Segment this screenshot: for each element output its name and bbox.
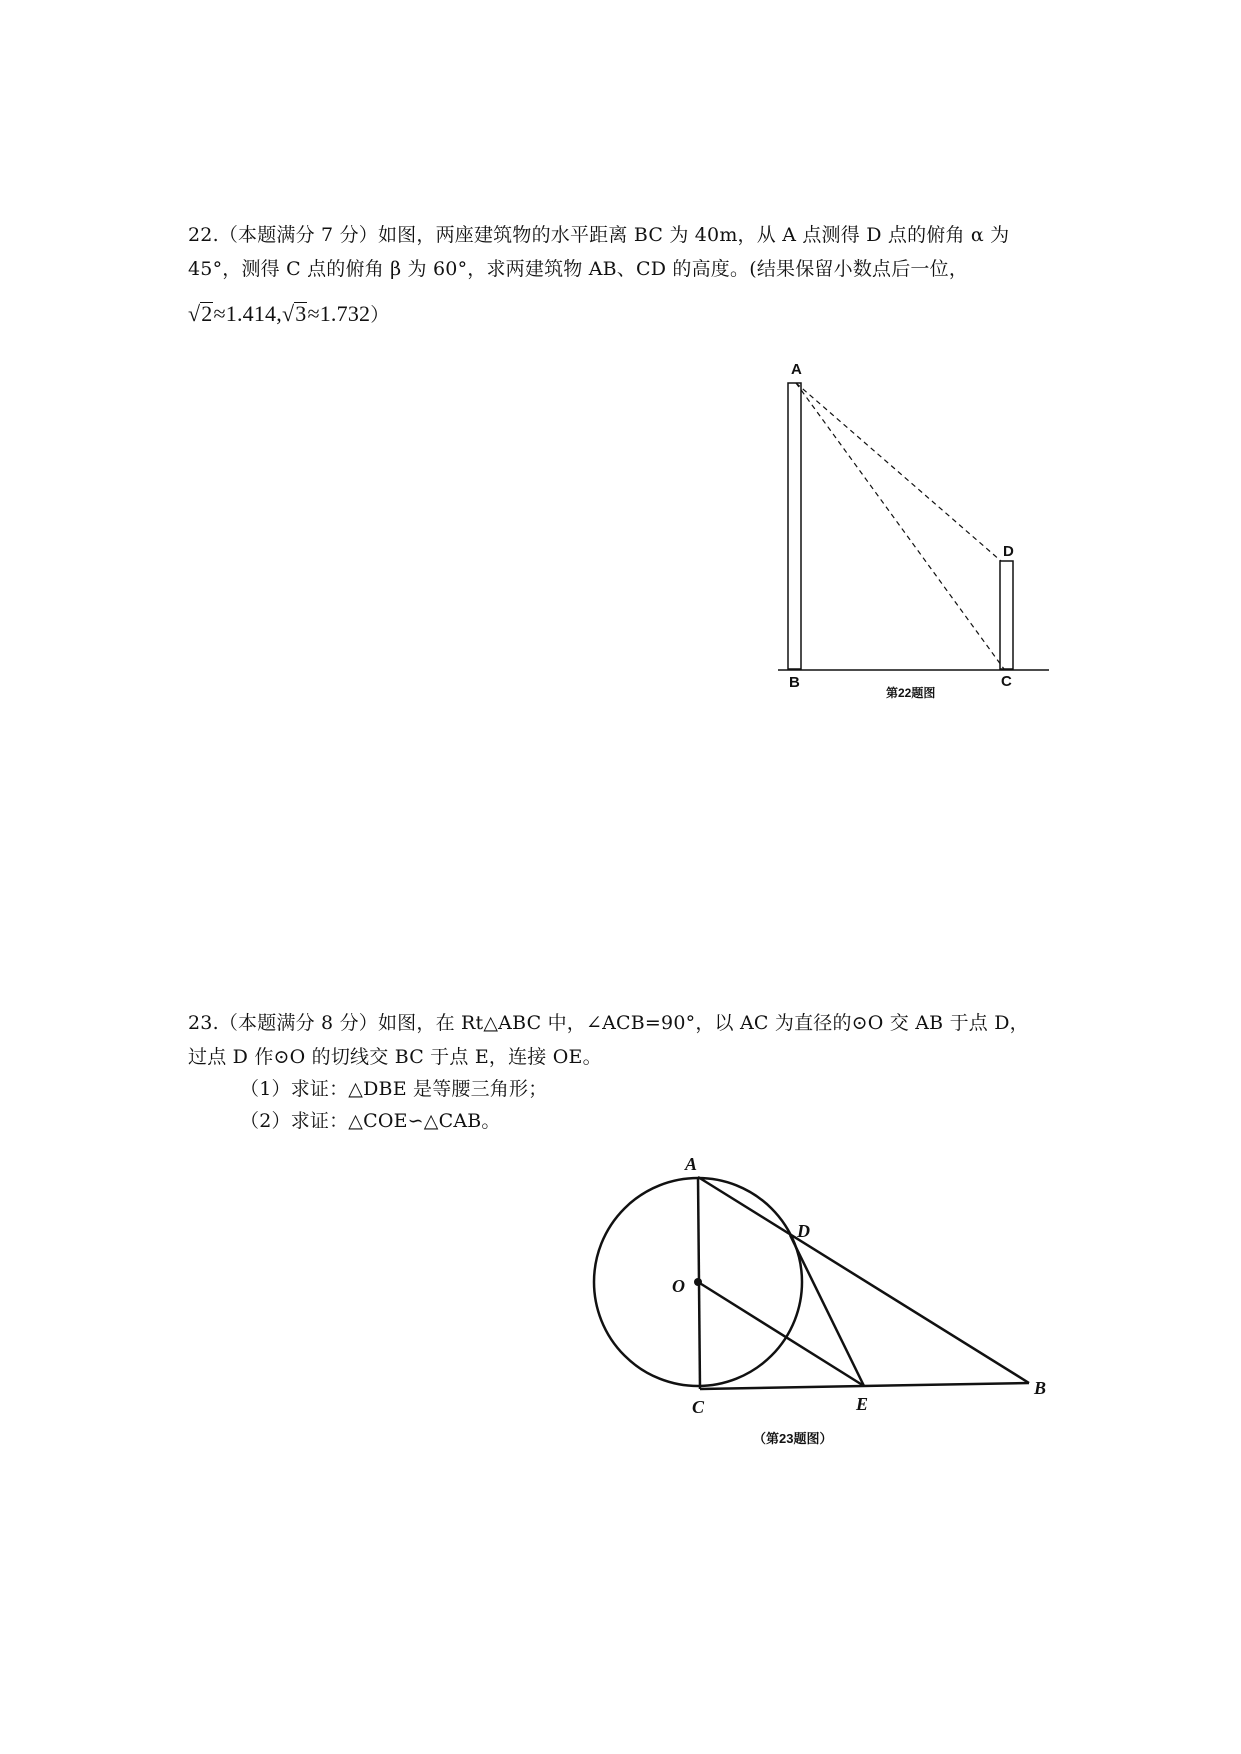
label-a: A <box>791 361 802 378</box>
q22-approx-sqrt3: ≈1.732 <box>307 301 371 326</box>
label-a: A <box>685 1154 698 1174</box>
label-c: C <box>1001 673 1012 690</box>
q22-radicand-3: 3 <box>295 301 307 326</box>
q22-line-1: 22.（本题满分 7 分）如图，两座建筑物的水平距离 BC 为 40m，从 A 点测得 D 点的俯角 α 为 <box>188 224 1010 246</box>
q23-part-2: （2）求证：△COE∽△CAB。 <box>240 1110 501 1132</box>
segment-ab <box>698 1177 1029 1383</box>
figure-caption-23: （第23题图） <box>753 1431 833 1446</box>
q23-part-1: （1）求证：△DBE 是等腰三角形； <box>240 1078 548 1100</box>
center-o <box>694 1278 702 1286</box>
label-d: D <box>1003 543 1014 560</box>
label-d: D <box>797 1221 810 1241</box>
sqrt-symbol: √ <box>188 301 201 326</box>
q22-approx-sqrt2: ≈1.414, <box>213 301 282 326</box>
q22-line-2: 45°，测得 C 点的俯角 β 为 60°，求两建筑物 AB、CD 的高度。(结果保留小数点后一位， <box>188 258 969 280</box>
q22-close-paren: ） <box>370 305 390 326</box>
figure-caption-22: 第22题图 <box>886 686 936 700</box>
q22-radicand-2: 2 <box>201 301 213 326</box>
label-e: E <box>856 1394 869 1414</box>
label-c: C <box>692 1397 705 1417</box>
q23-line-1: 23.（本题满分 8 分）如图，在 Rt△ABC 中，∠ACB=90°，以 AC 为直径的⊙O 交 AB 于点 D， <box>188 1012 1029 1034</box>
sqrt-symbol: √ <box>281 301 295 326</box>
label-b: B <box>1034 1378 1047 1398</box>
label-b: B <box>789 674 800 691</box>
q23-line-2: 过点 D 作⊙O 的切线交 BC 于点 E，连接 OE。 <box>188 1046 602 1068</box>
label-o: O <box>672 1276 685 1296</box>
segment-cb <box>700 1383 1029 1389</box>
